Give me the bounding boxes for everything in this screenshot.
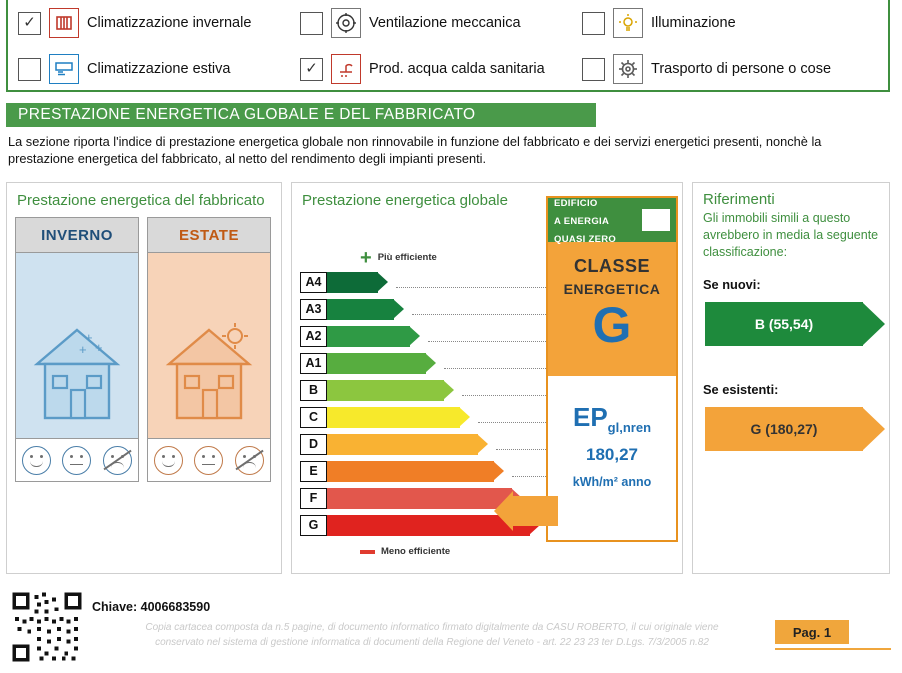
- riferimenti-text: Gli immobili simili a questo avrebbero in media la seguente classificazione:: [703, 211, 879, 259]
- section-header: PRESTAZIONE ENERGETICA GLOBALE E DEL FABBRICATO: [6, 103, 596, 127]
- energy-class-row: [300, 404, 550, 430]
- house-summer-icon: [148, 253, 270, 439]
- checkbox-cooling[interactable]: [18, 58, 41, 81]
- services-row: [8, 46, 888, 92]
- service-label: Climatizzazione invernale: [87, 15, 252, 31]
- ep-unit: kWh/m² anno: [572, 475, 652, 490]
- energy-class-letter: E: [300, 461, 327, 482]
- nzeb-line3: QUASI ZERO: [554, 234, 617, 245]
- fabbricato-columns: [7, 211, 281, 482]
- radiator-icon: [49, 8, 79, 38]
- energy-class-row: [300, 296, 550, 322]
- ep-label: [548, 402, 676, 435]
- fabbricato-faces-inverno: [16, 439, 138, 481]
- energy-class-bar: [326, 272, 378, 293]
- service-item-transport[interactable]: [572, 54, 882, 84]
- energy-class-leader: [428, 330, 550, 342]
- nzeb-line1: EDIFICIO: [554, 198, 598, 209]
- nzeb-checkbox[interactable]: [642, 209, 670, 231]
- nzeb-line2: A ENERGIA: [554, 216, 610, 227]
- service-item-lighting[interactable]: [572, 8, 882, 38]
- energy-class-letter: C: [300, 407, 327, 428]
- panel-fabbricato-title: Prestazione energetica del fabbricato: [17, 192, 265, 209]
- energy-class-row: [300, 458, 550, 484]
- chiave-label: Chiave: 4006683590: [92, 600, 211, 614]
- fan-icon: [331, 8, 361, 38]
- svg-text:+: +: [79, 342, 87, 357]
- energy-class-bar: [326, 488, 512, 509]
- faucet-icon: [331, 54, 361, 84]
- service-label: Trasporto di persone o cose: [651, 61, 832, 77]
- energy-class-leader: [444, 357, 550, 369]
- energy-class-bar: [326, 326, 410, 347]
- panel-riferimenti: [692, 182, 890, 574]
- qr-code-icon: [10, 590, 84, 664]
- energy-class-leader: [478, 411, 550, 423]
- service-label: Climatizzazione estiva: [87, 61, 231, 77]
- fabbricato-faces-estate: [148, 439, 270, 481]
- riferimenti-existing-value: G (180,27): [705, 407, 863, 451]
- ep-subscript: gl,nren: [607, 420, 652, 436]
- service-label: Illuminazione: [651, 15, 736, 31]
- face-happy-icon: [22, 446, 51, 475]
- services-box: [6, 0, 890, 92]
- face-sad-crossed-icon: [103, 446, 132, 475]
- fabbricato-column-estate: [147, 217, 271, 482]
- energy-class-letter: A3: [300, 299, 327, 320]
- ep-block: [548, 376, 676, 538]
- gear-icon: [613, 54, 643, 84]
- riferimenti-existing-label: Se esistenti:: [703, 382, 779, 397]
- energy-class-leader: [512, 465, 550, 477]
- svg-text:+: +: [85, 330, 93, 345]
- energy-class-letter: A4: [300, 272, 327, 293]
- section-description: La sezione riporta l'indice di prestazione energetica globale non rinnovabile in funzione del fabbricato e dei servizi energetici presenti, nonchè la prestazione energetica del fabbricato, al netto del rendimento degli impianti presenti.: [8, 134, 822, 166]
- face-happy-icon: [154, 446, 183, 475]
- ep-label-text: EP: [572, 402, 608, 432]
- services-row: [8, 0, 888, 46]
- energy-class-row: [300, 431, 550, 457]
- house-winter-icon: [16, 253, 138, 439]
- face-neutral-icon: [62, 446, 91, 475]
- energy-class-bar: [326, 461, 494, 482]
- energy-class-leader: [462, 384, 550, 396]
- energy-class-bar: [326, 299, 394, 320]
- face-sad-crossed-icon: [235, 446, 264, 475]
- scale-legend-more: [360, 246, 550, 269]
- air-conditioner-icon: [49, 54, 79, 84]
- energy-class-letter: G: [300, 515, 327, 536]
- energy-class-bar: [326, 434, 478, 455]
- class-pointer-arrow: [512, 496, 558, 526]
- energy-class-row: [300, 269, 550, 295]
- plus-icon: +: [360, 246, 372, 269]
- riferimenti-new-label: Se nuovi:: [703, 277, 761, 292]
- service-item-ventilation[interactable]: [290, 8, 572, 38]
- service-item-hot-water[interactable]: [290, 54, 572, 84]
- energy-class-row: [300, 377, 550, 403]
- scale-legend-less: [360, 546, 550, 557]
- footer-note-line2: conservato nel sistema di gestione informatica di documenti della Regione del Veneto - art. 22 23 23 ter D.Lgs. 7/3/2005 n.82: [155, 637, 709, 648]
- footer-note-line1: Copia cartacea composta da n.5 pagine, di documento informatico firmato digitalmente da CASU ROBERTO, il cui originale viene: [145, 622, 719, 633]
- energy-class-leader: [412, 303, 550, 315]
- ep-value: 180,27: [586, 445, 638, 465]
- energy-class-letter: D: [300, 434, 327, 455]
- footer-note: [92, 620, 772, 650]
- face-neutral-icon: [194, 446, 223, 475]
- service-label: Prod. acqua calda sanitaria: [369, 61, 545, 77]
- energy-class-leader: [496, 438, 550, 450]
- scale-legend-less-label: Meno efficiente: [381, 546, 451, 557]
- checkbox-heating[interactable]: ✓: [18, 12, 41, 35]
- energy-class-bar: [326, 353, 426, 374]
- checkbox-ventilation[interactable]: [300, 12, 323, 35]
- energy-class-bar: [326, 380, 444, 401]
- fabbricato-header-inverno: INVERNO: [16, 218, 138, 253]
- energy-class-letter: A2: [300, 326, 327, 347]
- energy-class-bar: [326, 407, 460, 428]
- classe-title: CLASSE: [573, 256, 650, 276]
- panel-fabbricato: [6, 182, 282, 574]
- energy-class-letter: B: [300, 380, 327, 401]
- fabbricato-column-inverno: [15, 217, 139, 482]
- service-item-heating[interactable]: [8, 8, 290, 38]
- energy-class-row: [300, 323, 550, 349]
- riferimenti-new-value: B (55,54): [705, 302, 863, 346]
- svg-text:+: +: [95, 340, 103, 355]
- checkbox-transport[interactable]: [582, 58, 605, 81]
- panel-globale-title: Prestazione energetica globale: [302, 192, 508, 209]
- riferimenti-title: Riferimenti: [703, 191, 775, 208]
- classe-title-block: [548, 242, 676, 376]
- minus-icon: [360, 550, 375, 554]
- fabbricato-header-estate: ESTATE: [148, 218, 270, 253]
- service-label: Ventilazione meccanica: [369, 15, 521, 31]
- classe-energetica-box: [546, 196, 678, 542]
- energy-class-letter: A1: [300, 353, 327, 374]
- energy-class-leader: [396, 276, 550, 288]
- page-number-underline: [775, 648, 891, 650]
- energy-class-letter: F: [300, 488, 327, 509]
- nzeb-badge: [548, 198, 676, 245]
- page-number-badge: Pag. 1: [775, 620, 849, 644]
- checkbox-hot-water[interactable]: ✓: [300, 58, 323, 81]
- classe-letter: G: [592, 297, 632, 353]
- classe-subtitle: ENERGETICA: [563, 281, 661, 297]
- scale-legend-more-label: Più efficiente: [377, 252, 437, 263]
- lightbulb-icon: [613, 8, 643, 38]
- energy-class-row: [300, 350, 550, 376]
- checkbox-lighting[interactable]: [582, 12, 605, 35]
- service-item-cooling[interactable]: [8, 54, 290, 84]
